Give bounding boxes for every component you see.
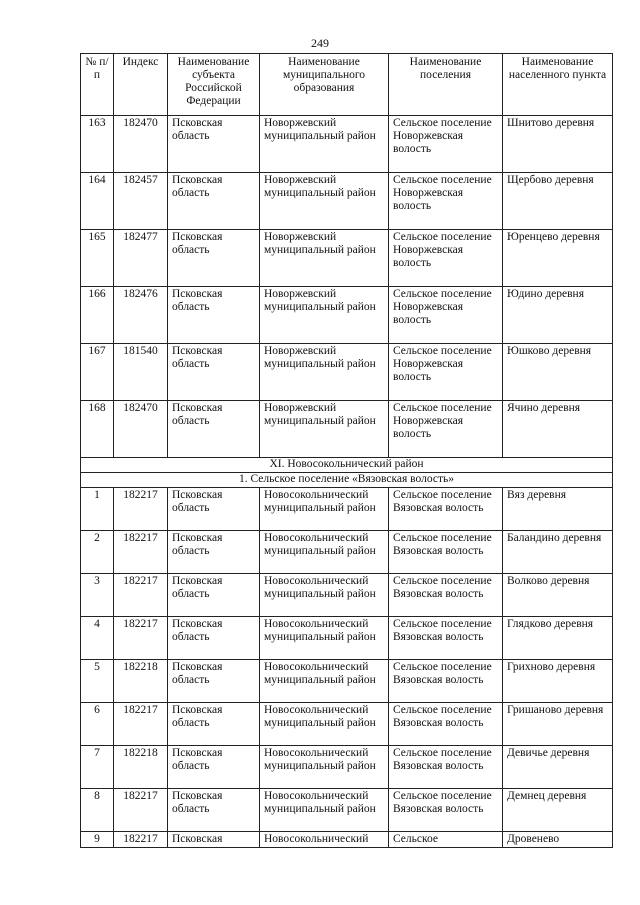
cell-num: 164 — [81, 173, 114, 230]
page-number: 249 — [311, 36, 329, 50]
column-header-index: Индекс — [114, 54, 168, 116]
cell-index: 182217 — [114, 832, 168, 848]
cell-municipality: Новоржевский муниципальный район — [260, 116, 389, 173]
cell-index: 182457 — [114, 173, 168, 230]
cell-locality: Баландино деревня — [503, 531, 613, 574]
table-row — [81, 617, 613, 660]
cell-index: 182477 — [114, 230, 168, 287]
cell-num: 2 — [81, 531, 114, 574]
cell-municipality: Новосокольнический муниципальный район — [260, 789, 389, 832]
table-row — [81, 173, 613, 230]
cell-locality: Дровенево — [503, 832, 613, 848]
cell-settlement: Сельское — [389, 832, 503, 848]
cell-locality: Шнитово деревня — [503, 116, 613, 173]
cell-num: 6 — [81, 703, 114, 746]
cell-settlement: Сельское поселение Новоржевская волость — [389, 116, 503, 173]
cell-subject: Псковская область — [168, 488, 260, 531]
cell-num: 166 — [81, 287, 114, 344]
cell-num: 9 — [81, 832, 114, 848]
cell-locality: Грихново деревня — [503, 660, 613, 703]
cell-locality: Девичье деревня — [503, 746, 613, 789]
cell-num: 8 — [81, 789, 114, 832]
cell-subject: Псковская область — [168, 287, 260, 344]
cell-subject: Псковская — [168, 832, 260, 848]
table-row — [81, 488, 613, 531]
cell-num: 168 — [81, 401, 114, 458]
cell-locality: Демнец деревня — [503, 789, 613, 832]
cell-index: 182217 — [114, 488, 168, 531]
column-header-settlement: Наименование поселения — [389, 54, 503, 116]
cell-index: 182217 — [114, 531, 168, 574]
cell-num: 4 — [81, 617, 114, 660]
cell-municipality: Новосокольнический муниципальный район — [260, 574, 389, 617]
subsection-title: 1. Сельское поселение «Вязовская волость» — [81, 473, 613, 488]
table-row — [81, 789, 613, 832]
cell-index: 182218 — [114, 746, 168, 789]
table-row — [81, 287, 613, 344]
cell-settlement: Сельское поселение Вязовская волость — [389, 703, 503, 746]
cell-subject: Псковская область — [168, 531, 260, 574]
column-header-locality: Наименование населенного пункта — [503, 54, 613, 116]
section-title: XI. Новосокольнический район — [81, 458, 613, 473]
cell-municipality: Новосокольнический муниципальный район — [260, 531, 389, 574]
cell-num: 3 — [81, 574, 114, 617]
column-header-subject: Наименование субъекта Российской Федерации — [168, 54, 260, 116]
table-row — [81, 230, 613, 287]
cell-locality: Гришаново деревня — [503, 703, 613, 746]
cell-municipality: Новоржевский муниципальный район — [260, 401, 389, 458]
cell-num: 7 — [81, 746, 114, 789]
cell-settlement: Сельское поселение Вязовская волость — [389, 531, 503, 574]
table-row — [81, 832, 613, 848]
table-row — [81, 344, 613, 401]
cell-municipality: Новоржевский муниципальный район — [260, 344, 389, 401]
cell-municipality: Новоржевский муниципальный район — [260, 173, 389, 230]
cell-subject: Псковская область — [168, 703, 260, 746]
cell-settlement: Сельское поселение Новоржевская волость — [389, 173, 503, 230]
cell-subject: Псковская область — [168, 344, 260, 401]
column-header-municipality: Наименование муниципального образования — [260, 54, 389, 116]
cell-settlement: Сельское поселение Новоржевская волость — [389, 344, 503, 401]
table-row — [81, 574, 613, 617]
cell-subject: Псковская область — [168, 116, 260, 173]
cell-subject: Псковская область — [168, 789, 260, 832]
cell-municipality: Новосокольнический муниципальный район — [260, 488, 389, 531]
table-header-row — [81, 54, 613, 116]
cell-subject: Псковская область — [168, 401, 260, 458]
cell-municipality: Новосокольнический — [260, 832, 389, 848]
cell-settlement: Сельское поселение Вязовская волость — [389, 488, 503, 531]
cell-municipality: Новоржевский муниципальный район — [260, 230, 389, 287]
cell-locality: Ячино деревня — [503, 401, 613, 458]
cell-locality: Юшково деревня — [503, 344, 613, 401]
cell-num: 1 — [81, 488, 114, 531]
cell-index: 182218 — [114, 660, 168, 703]
cell-settlement: Сельское поселение Новоржевская волость — [389, 287, 503, 344]
cell-subject: Псковская область — [168, 746, 260, 789]
column-header-num: № п/п — [81, 54, 114, 116]
table-row — [81, 401, 613, 458]
cell-locality: Юренцево деревня — [503, 230, 613, 287]
cell-locality: Волково деревня — [503, 574, 613, 617]
cell-subject: Псковская область — [168, 230, 260, 287]
cell-index: 182217 — [114, 703, 168, 746]
cell-subject: Псковская область — [168, 660, 260, 703]
table-row — [81, 703, 613, 746]
cell-municipality: Новосокольнический муниципальный район — [260, 660, 389, 703]
table-row — [81, 116, 613, 173]
cell-locality: Глядково деревня — [503, 617, 613, 660]
table-row — [81, 746, 613, 789]
cell-settlement: Сельское поселение Вязовская волость — [389, 789, 503, 832]
cell-settlement: Сельское поселение Вязовская волость — [389, 574, 503, 617]
cell-settlement: Сельское поселение Вязовская волость — [389, 746, 503, 789]
table-row — [81, 660, 613, 703]
cell-municipality: Новоржевский муниципальный район — [260, 287, 389, 344]
cell-settlement: Сельское поселение Новоржевская волость — [389, 230, 503, 287]
cell-subject: Псковская область — [168, 617, 260, 660]
cell-index: 182217 — [114, 789, 168, 832]
cell-locality: Щербово деревня — [503, 173, 613, 230]
cell-municipality: Новосокольнический муниципальный район — [260, 617, 389, 660]
cell-index: 182217 — [114, 574, 168, 617]
cell-index: 182470 — [114, 401, 168, 458]
cell-municipality: Новосокольнический муниципальный район — [260, 746, 389, 789]
cell-num: 167 — [81, 344, 114, 401]
table-row — [81, 531, 613, 574]
cell-index: 181540 — [114, 344, 168, 401]
cell-locality: Вяз деревня — [503, 488, 613, 531]
cell-index: 182470 — [114, 116, 168, 173]
cell-num: 5 — [81, 660, 114, 703]
settlements-table — [80, 53, 613, 848]
cell-municipality: Новосокольнический муниципальный район — [260, 703, 389, 746]
cell-settlement: Сельское поселение Новоржевская волость — [389, 401, 503, 458]
cell-index: 182476 — [114, 287, 168, 344]
cell-locality: Юдино деревня — [503, 287, 613, 344]
cell-subject: Псковская область — [168, 574, 260, 617]
cell-index: 182217 — [114, 617, 168, 660]
cell-settlement: Сельское поселение Вязовская волость — [389, 617, 503, 660]
cell-num: 163 — [81, 116, 114, 173]
cell-subject: Псковская область — [168, 173, 260, 230]
cell-num: 165 — [81, 230, 114, 287]
cell-settlement: Сельское поселение Вязовская волость — [389, 660, 503, 703]
